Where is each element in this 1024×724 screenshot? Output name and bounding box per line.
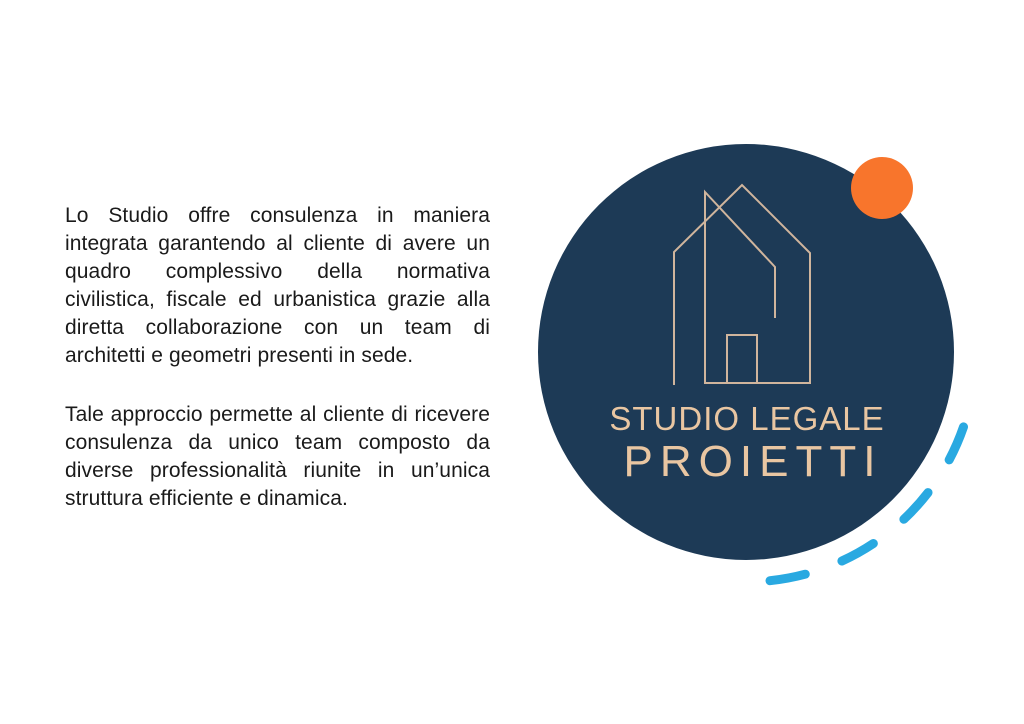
logo-title-proietti: PROIETTI [623, 437, 883, 486]
intro-paragraph-2: Tale approccio permette al cliente di ricevere consulenza da unico team composto da diverse professionalità riunite in un’unica struttura efficiente e dinamica. [65, 403, 490, 510]
intro-paragraph-1: Lo Studio offre consulenza in maniera integrata garantendo al cliente di avere un quadro complessivo della normativa civilistica, fiscale ed urbanistica grazie alla diretta collaborazione con un team di architetti e geometri presenti in sede. [65, 204, 490, 367]
orange-accent-dot [851, 157, 913, 219]
logo-title-studio-legale: STUDIO LEGALE [609, 400, 885, 437]
